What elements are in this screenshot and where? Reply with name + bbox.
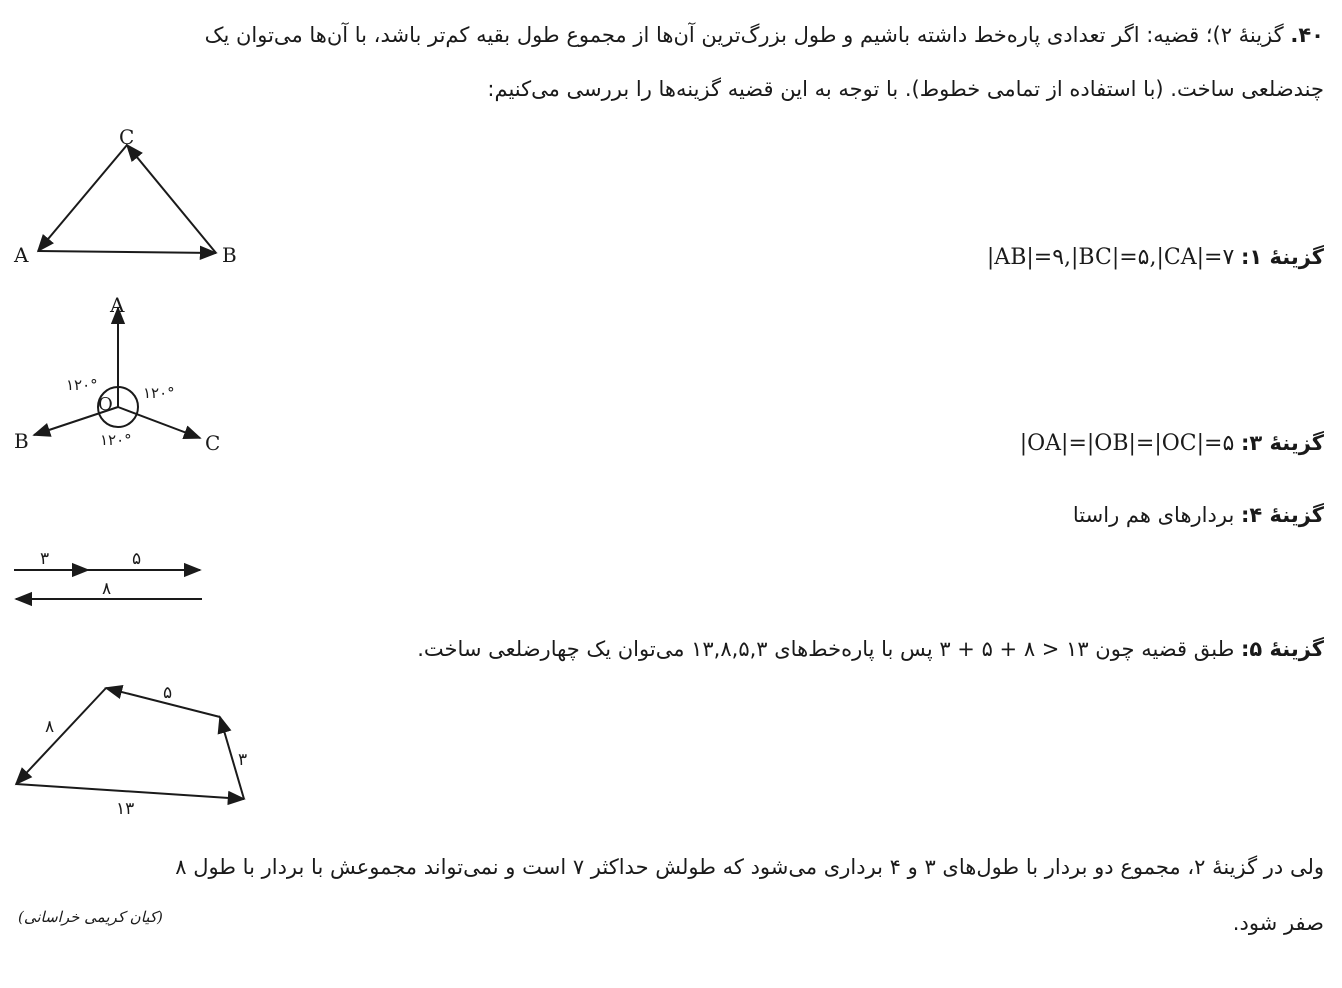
vector-ca [38, 145, 127, 251]
angle-label-right: ۱۲۰° [143, 384, 175, 402]
option-4 [1073, 500, 1324, 530]
option-5 [417, 634, 1324, 664]
option-1-label: گزینهٔ ۱: [1240, 245, 1324, 269]
collinear-label-8: ۸ [102, 579, 112, 599]
vector-ab [38, 251, 216, 253]
angle-label-bottom: ۱۲۰° [100, 431, 132, 449]
quad-vector-13 [16, 784, 244, 799]
option-3 [1020, 428, 1324, 459]
problem-line-1 [205, 20, 1324, 50]
triangle-figure [0, 120, 260, 270]
angle-label-left: ۱۲۰° [66, 376, 98, 394]
option-1 [987, 242, 1324, 273]
quad-label-5: ۵ [163, 683, 173, 703]
star-label-b: B [14, 429, 29, 453]
option-4-label: گزینهٔ ۴: [1240, 503, 1324, 527]
vector-bc [127, 145, 216, 253]
option-4-text: بردارهای هم راستا [1072, 503, 1235, 527]
conclusion-line-2: صفر شود. [1232, 911, 1324, 935]
option-3-formula: |OA|=|OB|=|OC|=۵ [1019, 431, 1235, 456]
star-figure [0, 290, 240, 460]
conclusion-line-1: ولی در گزینهٔ ۲، مجموع دو بردار با طول‌های ۳ و ۴ برداری می‌شود که طولش حداکثر ۷ است و نمی‌تواند مجموعش با بردار با طول ۸ [175, 855, 1324, 879]
option-1-formula: |AB|=۹,|BC|=۵,|CA|=۷ [986, 245, 1235, 270]
triangle-label-a: A [14, 243, 29, 267]
triangle-label-c: C [119, 125, 135, 149]
problem-line-2: چندضلعی ساخت. (با استفاده از تمامی خطوط). با توجه به این قضیه گزینه‌ها را بررسی می‌کنیم: [487, 77, 1324, 101]
author-credit: (کیان کریمی خراسانی) [18, 908, 163, 926]
star-label-o: O [98, 394, 113, 415]
quad-vector-8 [16, 688, 106, 784]
option-3-label: گزینهٔ ۳: [1240, 431, 1324, 455]
problem-number: ۴۰. [1290, 23, 1324, 47]
quad-label-13: ۱۳ [116, 799, 135, 819]
option-5-text: طبق قضیه چون ۱۳ < ۸ + ۵ + ۳ پس با پاره‌خط‌های ۱۳,۸,۵,۳ می‌توان یک چهارضلعی ساخت. [417, 637, 1235, 661]
star-label-c: C [205, 431, 221, 455]
quad-label-8: ۸ [45, 717, 55, 737]
option-5-label: گزینهٔ ۵: [1240, 637, 1324, 661]
collinear-figure [0, 540, 220, 610]
problem-text-1: گزینهٔ ۲)؛ قضیه: اگر تعدادی پاره‌خط داشته باشیم و طول بزرگ‌ترین آن‌ها از مجموع طول بقیه کم‌تر باشد، با آن‌ها می‌توان یک [204, 23, 1284, 47]
star-label-a: A [110, 293, 125, 317]
collinear-label-5: ۵ [132, 549, 142, 569]
collinear-label-3: ۳ [40, 549, 50, 569]
triangle-label-b: B [222, 243, 237, 267]
quad-figure [0, 670, 270, 820]
quad-label-3: ۳ [238, 750, 248, 770]
